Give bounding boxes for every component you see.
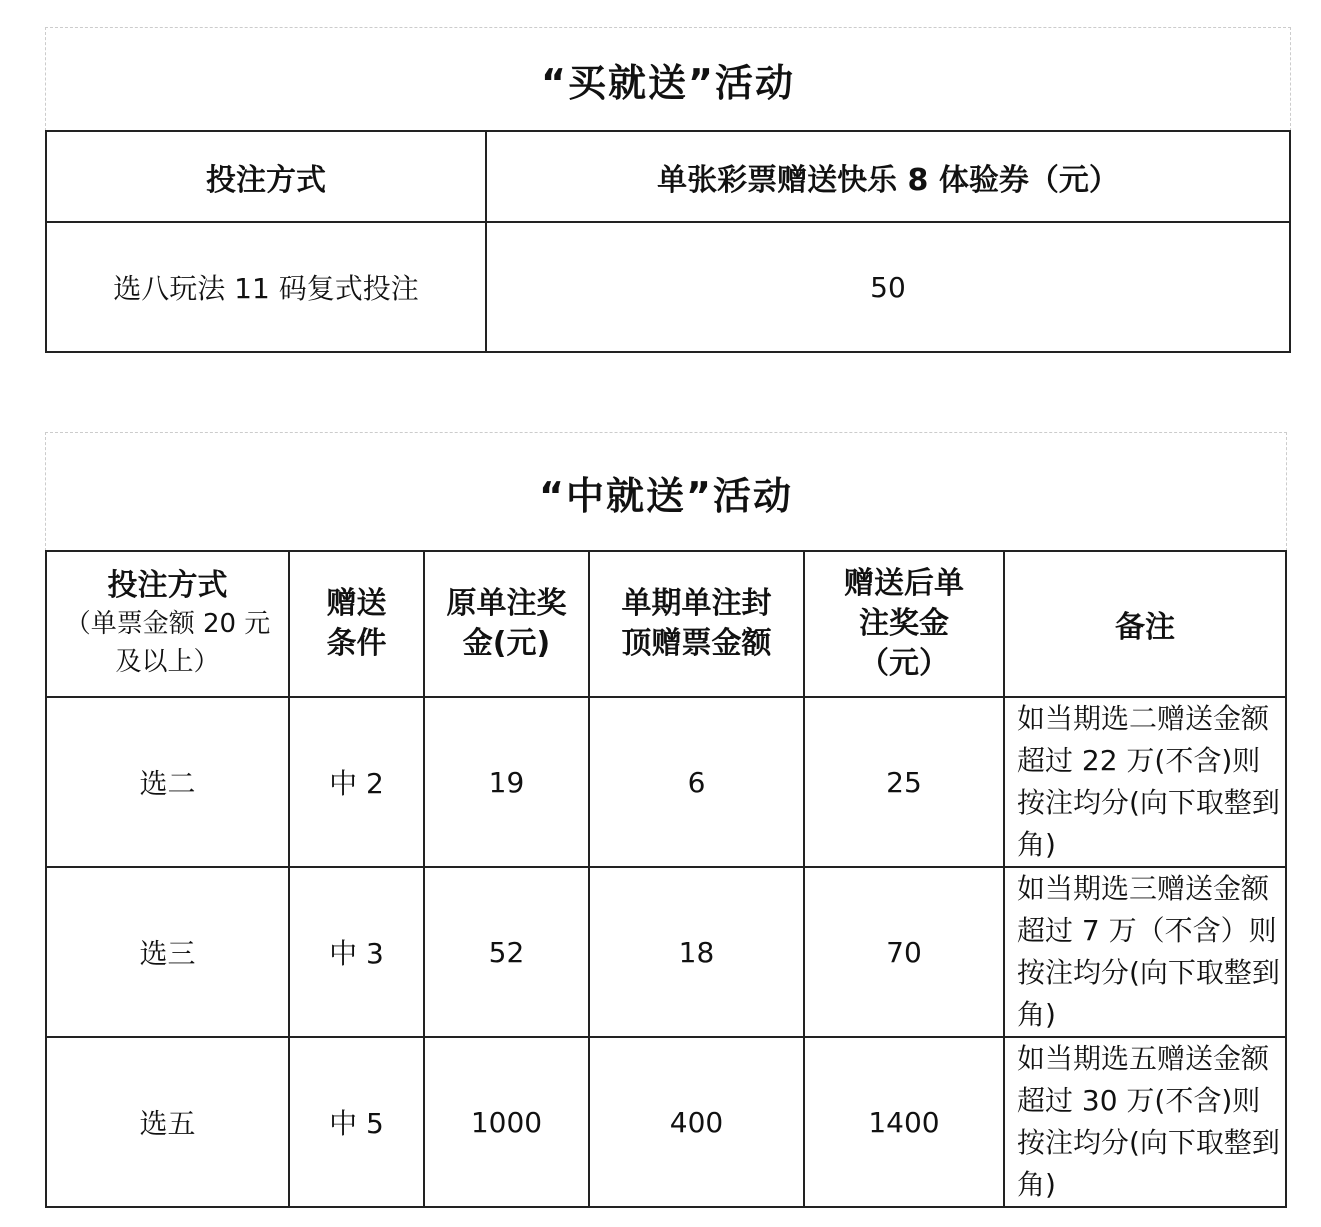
win-activity-title: “中就送”活动: [45, 432, 1287, 551]
cell-original-prize: 52: [424, 867, 589, 1037]
header-method: 投注方式: [46, 131, 486, 222]
buy-activity-title: “买就送”活动: [45, 27, 1291, 131]
cell-after-prize: 1400: [804, 1037, 1004, 1207]
cell-cap: 400: [589, 1037, 804, 1207]
buy-activity-table: [45, 130, 1291, 353]
cell-condition: 中 5: [289, 1037, 424, 1207]
cell-condition: 中 2: [289, 697, 424, 867]
header-condition: 赠送条件: [289, 551, 424, 697]
table-row: [46, 1037, 1286, 1207]
cell-method: 选三: [46, 867, 289, 1037]
header-cap: 单期单注封顶赠票金额: [589, 551, 804, 697]
header-voucher: 单张彩票赠送快乐 8 体验券（元）: [486, 131, 1290, 222]
cell-original-prize: 1000: [424, 1037, 589, 1207]
header-note: 备注: [1004, 551, 1286, 697]
table-row: [46, 867, 1286, 1037]
cell-note: 如当期选五赠送金额超过 30 万(不含)则按注均分(向下取整到角): [1004, 1037, 1286, 1207]
header-method-sub: （单票金额 20 元及以上）: [64, 609, 271, 677]
cell-method: 选八玩法 11 码复式投注: [46, 222, 486, 352]
cell-method: 选五: [46, 1037, 289, 1207]
cell-cap: 6: [589, 697, 804, 867]
header-method: [46, 551, 289, 697]
header-after-prize: 赠送后单注奖金（元）: [804, 551, 1004, 697]
cell-method: 选二: [46, 697, 289, 867]
cell-after-prize: 70: [804, 867, 1004, 1037]
win-activity-table: [45, 550, 1287, 1208]
cell-note: 如当期选三赠送金额超过 7 万（不含）则按注均分(向下取整到角): [1004, 867, 1286, 1037]
cell-condition: 中 3: [289, 867, 424, 1037]
cell-voucher: 50: [486, 222, 1290, 352]
cell-after-prize: 25: [804, 697, 1004, 867]
header-method-label: 投注方式: [107, 568, 228, 603]
table-row: [46, 697, 1286, 867]
cell-original-prize: 19: [424, 697, 589, 867]
cell-note: 如当期选二赠送金额超过 22 万(不含)则按注均分(向下取整到角): [1004, 697, 1286, 867]
header-original-prize: 原单注奖金(元): [424, 551, 589, 697]
table-row: [46, 222, 1290, 352]
cell-cap: 18: [589, 867, 804, 1037]
